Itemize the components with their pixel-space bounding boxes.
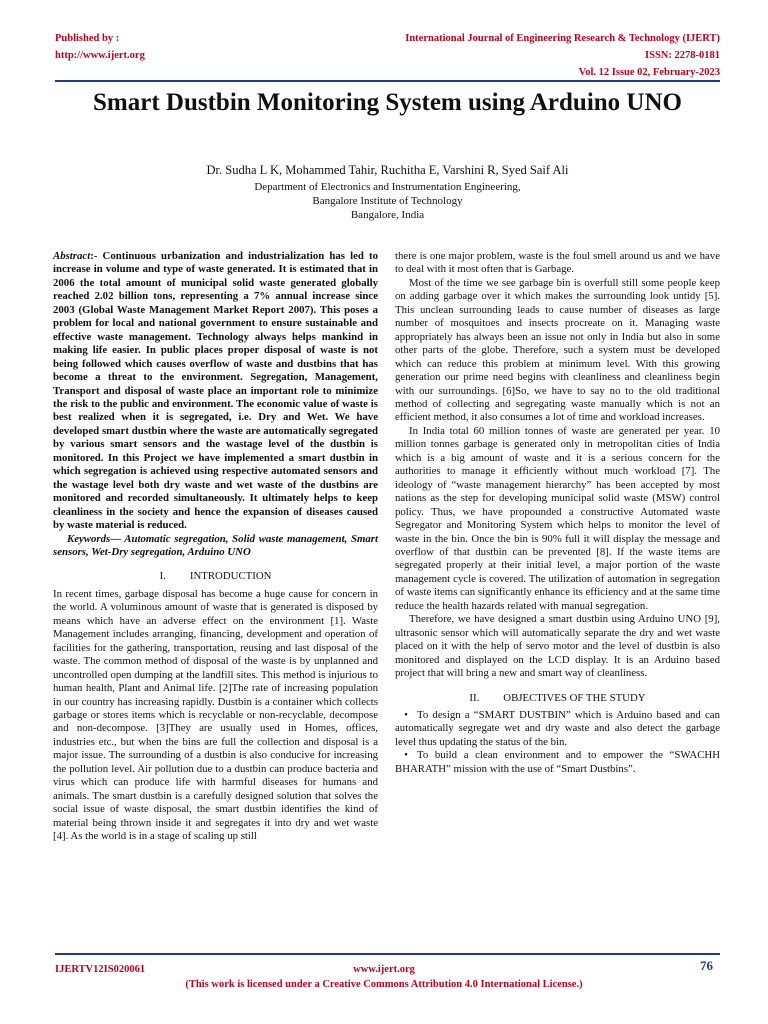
page-number: 76 — [700, 958, 713, 973]
intro-paragraph-continued: there is one major problem, waste is the foul smell around us and we have to deal with it most often that is Garbage. — [395, 250, 720, 276]
published-by: Published by : — [55, 33, 120, 44]
section-heading-introduction — [53, 570, 378, 583]
bullet-icon: • — [404, 749, 408, 762]
bullet-icon: • — [404, 708, 408, 721]
list-item — [395, 749, 720, 776]
abstract-separator: :- — [90, 250, 98, 262]
paper-title: Smart Dustbin Monitoring System using Arduino UNO — [93, 89, 682, 116]
journal-name: International Journal of Engineering Research & Technology (IJERT) — [405, 33, 720, 44]
right-column — [395, 250, 720, 776]
objective-text: To build a clean environment and to empower the “SWACHH BHARATH” mission with the use of “Smart Dustbins”. — [395, 749, 720, 775]
header-left — [55, 30, 145, 64]
issn: ISSN: 2278-0181 — [645, 50, 720, 61]
section-title: OBJECTIVES OF THE STUDY — [503, 691, 646, 704]
paper-id: IJERTV12IS020061 — [55, 964, 146, 975]
intro-paragraph-3: In India total 60 million tonnes of waste are generated per year. 10 million tonnes garbage is generated only in metropolitan cities of India which is a big amount of waste and it is a serious concern for the authorities to manage it efficiently without much workload [7]. The ideology of “waste management hierarchy” has been accepted by most nations as the step for developing municipal solid waste (MSW) control policy. Thus, we have propounded a constructive Automated waste Segregator and Monitoring System which helps to monitor the level of waste in the bin. Once the bin is 90% full it will display the message and overflow of that dustbin can be prevented [8]. If the waste items are segregated properly at their initial level, a major portion of the waste management cycle is covered. The utilization of automation in segregation of waste items can significantly enhance its efficiency and at the same time reduce the health hazards related with manual segregation. — [395, 424, 720, 612]
section-title: INTRODUCTION — [189, 570, 272, 583]
abstract-label: Abstract — [53, 250, 91, 262]
affiliation-department: Department of Electronics and Instrumentation Engineering, — [254, 181, 521, 193]
affiliation-institute: Bangalore Institute of Technology — [312, 195, 463, 207]
section-number: II. — [469, 691, 480, 704]
objectives-list — [395, 709, 720, 776]
intro-paragraph-1: In recent times, garbage disposal has become a huge cause for concern in the world. A voluminous amount of waste that is generated is disposed by means which have an adverse effect on the environment [1]. Waste Management includes arranging, financing, development and operation of facilities for the gathering, transportation, reusing and last disposal of the waste. The common method of disposal of the waste is by unplanned and uncontrolled open dumping at the landfill sites. This method is injurious to human health, Plant and Animal life. [2]The rate of increasing population in our country has increasing rapidly. Dustbin is a container which collects garbage or stores items which is recyclable or non-recyclable, decompose and non-decompose. [3]They are usually used in Homes, offices, industries etc., but when the bins are full the collection and disposal is a major issue. The surrounding of a dustbin is also conducive for increasing the pollution level. Air pollution due to a dustbin can produce bacteria and virus which can produce life with harmful diseases for humans and animals. The smart dustbin is a carefully designed solution that solves the social issue of waste disposal, the smart dustbin identifies the kind of material being thrown inside it and segregates it into dry and wet waste [4]. As the world is in a stage of scaling up still — [53, 587, 378, 843]
section-number: I. — [159, 570, 166, 583]
keywords: Keywords— Automatic segregation, Solid waste management, Smart sensors, Wet-Dry segregation, Arduino UNO — [53, 532, 378, 558]
paper-authors: Dr. Sudha L K, Mohammed Tahir, Ruchitha E, Varshini R, Syed Saif Ali — [206, 163, 569, 177]
site-link[interactable]: http://www.ijert.org — [55, 50, 145, 61]
abstract-text: Continuous urbanization and industrialization has led to increase in volume and type of waste generated. It is estimated that in 2006 the total amount of municipal solid waste generated globally reached 2.02 billion tons, representing a 7% annual increase since 2003 (Global Waste Management Market Report 2007). This poses a problem for local and national government to ensure sustainable and effective waste management. Technology always helps mankind in making life easier. In public places proper disposal of waste is not being followed which causes overflow of waste and dustbins that has become a threat to the environment. Segregation, Management, Transport and disposal of waste place an important role to minimize the risk to the public and environment. The economic value of waste is best realized when it is segregated, i.e. Dry and Wet. We have developed smart dustbin where the waste are automatically segregated by various smart sensors and the wastage level of the dustbin is monitored. In this Project we have implemented a smart dustbin in which segregation is achieved using respective automated sensors and the wastage level both dry waste and wet waste of the dustbins are monitored and recorded simultaneously. It ultimately helps to keep cleanliness in the society and hence the expansion of diseases caused by waste material is reduced. — [53, 250, 378, 532]
header-right — [405, 30, 720, 81]
intro-paragraph-4: Therefore, we have designed a smart dustbin using Arduino UNO [9], ultrasonic sensor which will automatically separate the dry and wet waste placed on it with the help of servo motor and the level of dustbin is also monitored and displayed on the LCD display. It is an Arduino based project that will bring a new and smart way of cleanliness. — [395, 613, 720, 680]
footer-rule — [55, 953, 720, 955]
objective-text: To design a “SMART DUSTBIN” which is Arduino based and can automatically segregate wet and dry waste and also detect the garbage level thus updating the status of the bin. — [395, 708, 720, 748]
list-item — [395, 709, 720, 749]
affiliation-location: Bangalore, India — [350, 209, 425, 221]
volume-issue: Vol. 12 Issue 02, February-2023 — [578, 67, 720, 78]
left-column — [53, 250, 378, 843]
intro-paragraph-2: Most of the time we see garbage bin is overfull still some people keep on adding garbage over it which makes the surrounding look untidy [5]. This unclean surrounding leads to cause number of diseases as large number of mosquitoes and insects procreate on it. Managing waste appropriately has always been an issue not only in India but also in some other parts of the globe. Therefore, such a system must be developed which can reduce this problem at minimum level. With this growing generation our prime need begins with cleanliness and cleanliness begin with our surroundings. [6]So, we have to say no to the old traditional method of collecting and segregating waste manually which is not an efficient method, it also consumes a lot of time and workload increases. — [395, 276, 720, 424]
header-rule — [55, 80, 720, 82]
section-heading-objectives — [395, 692, 720, 705]
license-notice: (This work is licensed under a Creative Commons Attribution 4.0 International License.) — [185, 979, 583, 990]
abstract — [53, 250, 378, 533]
footer-site-link[interactable]: www.ijert.org — [353, 964, 415, 975]
